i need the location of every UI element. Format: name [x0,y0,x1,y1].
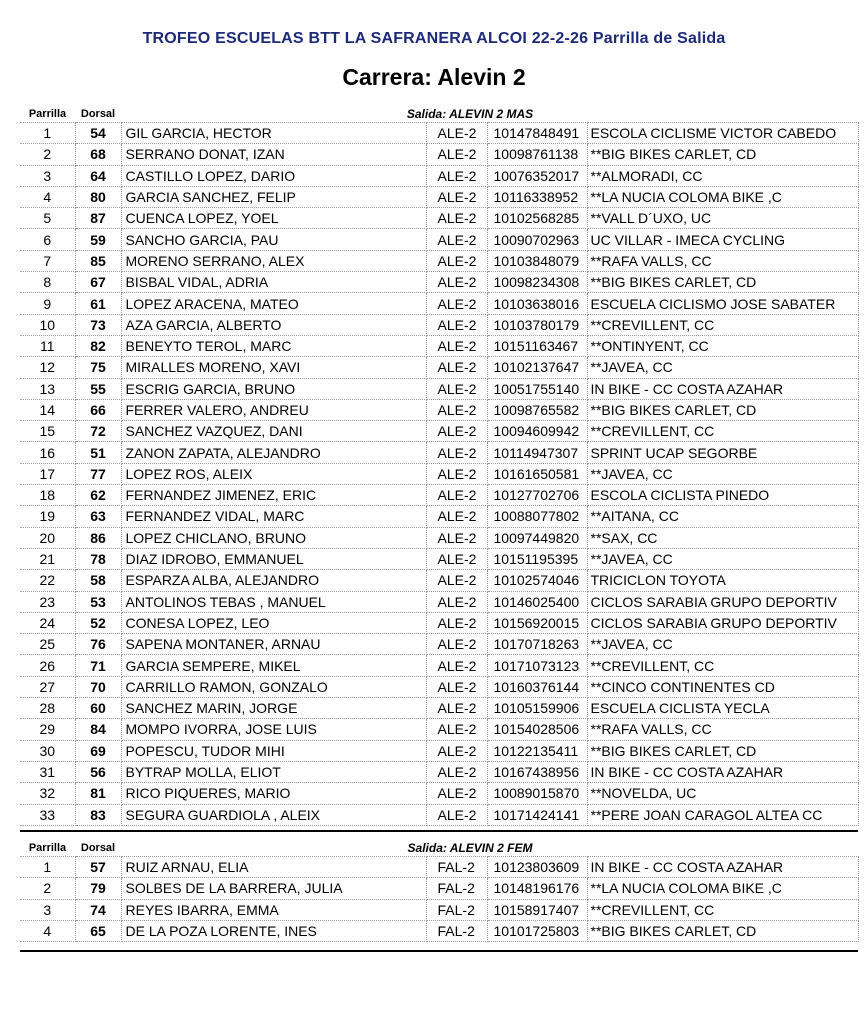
dorsal-cell: 58 [75,570,121,591]
parrilla-cell: 30 [20,740,75,761]
category-cell: ALE-2 [426,208,487,229]
table-row [20,591,858,612]
table-row [20,698,858,719]
salida-label: Salida: ALEVIN 2 MAS [406,107,534,121]
table-row [20,655,858,676]
table-row [20,676,858,697]
parrilla-cell: 27 [20,676,75,697]
category-cell: ALE-2 [426,421,487,442]
salida-label: Salida: ALEVIN 2 FEM [407,841,533,855]
dorsal-cell: 81 [75,783,121,804]
table-row [20,144,858,165]
rider-name-cell: FERNANDEZ JIMENEZ, ERIC [121,485,426,506]
club-cell: ESCUELA CICLISMO JOSE SABATER [587,293,858,314]
club-cell: ESCOLA CICLISTA PINEDO [587,485,858,506]
table-row [20,485,858,506]
club-cell: **ONTINYENT, CC [587,335,858,356]
dorsal-cell: 51 [75,442,121,463]
category-cell: FAL-2 [426,878,487,899]
license-cell: 10127702706 [487,485,587,506]
rider-name-cell: ZANON ZAPATA, ALEJANDRO [121,442,426,463]
dorsal-cell: 82 [75,335,121,356]
category-cell: ALE-2 [426,783,487,804]
rider-name-cell: SEGURA GUARDIOLA , ALEIX [121,804,426,825]
license-cell: 10098234308 [487,272,587,293]
parrilla-cell: 2 [20,878,75,899]
dorsal-cell: 55 [75,378,121,399]
parrilla-cell: 22 [20,570,75,591]
license-cell: 10148196176 [487,878,587,899]
category-cell: ALE-2 [426,442,487,463]
dorsal-cell: 60 [75,698,121,719]
rider-name-cell: GARCIA SANCHEZ, FELIP [121,186,426,207]
dorsal-cell: 84 [75,719,121,740]
rider-name-cell: BENEYTO TEROL, MARC [121,335,426,356]
dorsal-cell: 67 [75,272,121,293]
club-cell: **CREVILLENT, CC [587,655,858,676]
dorsal-cell: 75 [75,357,121,378]
section-alevin-2-mas [20,104,858,826]
dorsal-cell: 65 [75,920,121,941]
license-cell: 10098765582 [487,399,587,420]
category-cell: ALE-2 [426,698,487,719]
license-cell: 10171073123 [487,655,587,676]
club-cell: **BIG BIKES CARLET, CD [587,399,858,420]
license-cell: 10089015870 [487,783,587,804]
dorsal-cell: 57 [75,857,121,878]
dorsal-cell: 72 [75,421,121,442]
rider-name-cell: ESPARZA ALBA, ALEJANDRO [121,570,426,591]
club-cell: **RAFA VALLS, CC [587,250,858,271]
parrilla-cell: 31 [20,761,75,782]
table-row [20,899,858,920]
section-header [20,838,858,856]
table-row [20,463,858,484]
parrilla-cell: 10 [20,314,75,335]
category-cell: ALE-2 [426,570,487,591]
license-cell: 10103638016 [487,293,587,314]
start-grid-table [20,122,859,826]
club-cell: TRICICLON TOYOTA [587,570,858,591]
license-cell: 10102574046 [487,570,587,591]
category-cell: ALE-2 [426,527,487,548]
parrilla-cell: 4 [20,186,75,207]
table-row [20,314,858,335]
dorsal-cell: 86 [75,527,121,548]
table-row [20,740,858,761]
dorsal-cell: 87 [75,208,121,229]
category-cell: ALE-2 [426,591,487,612]
license-cell: 10151195395 [487,548,587,569]
parrilla-cell: 32 [20,783,75,804]
club-cell: UC VILLAR - IMECA CYCLING [587,229,858,250]
table-row [20,857,858,878]
license-cell: 10171424141 [487,804,587,825]
table-row [20,186,858,207]
dorsal-cell: 71 [75,655,121,676]
rider-name-cell: FERNANDEZ VIDAL, MARC [121,506,426,527]
table-row [20,548,858,569]
category-cell: ALE-2 [426,357,487,378]
rider-name-cell: BYTRAP MOLLA, ELIOT [121,761,426,782]
rider-name-cell: REYES IBARRA, EMMA [121,899,426,920]
parrilla-cell: 3 [20,165,75,186]
rider-name-cell: ESCRIG GARCIA, BRUNO [121,378,426,399]
club-cell: ESCOLA CICLISME VICTOR CABEDO [587,123,858,144]
license-cell: 10103780179 [487,314,587,335]
table-row [20,719,858,740]
dorsal-cell: 73 [75,314,121,335]
rider-name-cell: SOLBES DE LA BARRERA, JULIA [121,878,426,899]
category-cell: FAL-2 [426,899,487,920]
table-row [20,272,858,293]
parrilla-cell: 1 [20,857,75,878]
rider-name-cell: MOMPO IVORRA, JOSE LUIS [121,719,426,740]
dorsal-cell: 59 [75,229,121,250]
dorsal-cell: 53 [75,591,121,612]
parrilla-cell: 15 [20,421,75,442]
dorsal-cell: 74 [75,899,121,920]
category-cell: ALE-2 [426,506,487,527]
table-row [20,442,858,463]
dorsal-cell: 79 [75,878,121,899]
category-cell: ALE-2 [426,165,487,186]
category-cell: ALE-2 [426,804,487,825]
start-grid-table [20,856,859,942]
license-cell: 10123803609 [487,857,587,878]
club-cell: CICLOS SARABIA GRUPO DEPORTIV [587,591,858,612]
license-cell: 10154028506 [487,719,587,740]
club-cell: **JAVEA, CC [587,463,858,484]
category-cell: ALE-2 [426,229,487,250]
license-cell: 10156920015 [487,612,587,633]
category-cell: ALE-2 [426,548,487,569]
club-cell: **BIG BIKES CARLET, CD [587,144,858,165]
club-cell: **NOVELDA, UC [587,783,858,804]
rider-name-cell: CASTILLO LOPEZ, DARIO [121,165,426,186]
rider-name-cell: CUENCA LOPEZ, YOEL [121,208,426,229]
table-row [20,920,858,941]
dorsal-cell: 64 [75,165,121,186]
category-cell: FAL-2 [426,857,487,878]
rider-name-cell: MIRALLES MORENO, XAVI [121,357,426,378]
dorsal-cell: 80 [75,186,121,207]
parrilla-cell: 14 [20,399,75,420]
license-cell: 10098761138 [487,144,587,165]
club-cell: IN BIKE - CC COSTA AZAHAR [587,857,858,878]
dorsal-cell: 77 [75,463,121,484]
license-cell: 10102568285 [487,208,587,229]
rider-name-cell: DE LA POZA LORENTE, INES [121,920,426,941]
category-cell: ALE-2 [426,463,487,484]
rider-name-cell: SANCHEZ VAZQUEZ, DANI [121,421,426,442]
category-cell: ALE-2 [426,485,487,506]
table-row [20,123,858,144]
dorsal-cell: 63 [75,506,121,527]
parrilla-cell: 16 [20,442,75,463]
license-cell: 10167438956 [487,761,587,782]
parrilla-cell: 9 [20,293,75,314]
category-cell: ALE-2 [426,250,487,271]
table-row [20,570,858,591]
rider-name-cell: SANCHEZ MARIN, JORGE [121,698,426,719]
category-cell: ALE-2 [426,634,487,655]
rider-name-cell: BISBAL VIDAL, ADRIA [121,272,426,293]
parrilla-cell: 29 [20,719,75,740]
parrilla-cell: 13 [20,378,75,399]
parrilla-cell: 7 [20,250,75,271]
category-cell: ALE-2 [426,655,487,676]
license-cell: 10105159906 [487,698,587,719]
table-row [20,335,858,356]
race-title: Carrera: Alevin 2 [342,64,526,90]
parrilla-cell: 19 [20,506,75,527]
dorsal-cell: 69 [75,740,121,761]
license-cell: 10147848491 [487,123,587,144]
club-cell: **PERE JOAN CARAGOL ALTEA CC [587,804,858,825]
table-row [20,208,858,229]
dorsal-cell: 62 [75,485,121,506]
dorsal-cell: 70 [75,676,121,697]
rider-name-cell: RICO PIQUERES, MARIO [121,783,426,804]
table-row [20,634,858,655]
club-cell: **CREVILLENT, CC [587,899,858,920]
license-cell: 10161650581 [487,463,587,484]
dorsal-cell: 54 [75,123,121,144]
license-cell: 10102137647 [487,357,587,378]
table-row [20,357,858,378]
rider-name-cell: SANCHO GARCIA, PAU [121,229,426,250]
category-cell: ALE-2 [426,378,487,399]
club-cell: **AITANA, CC [587,506,858,527]
license-cell: 10116338952 [487,186,587,207]
dorsal-cell: 83 [75,804,121,825]
parrilla-cell: 21 [20,548,75,569]
parrilla-cell: 17 [20,463,75,484]
club-cell: **VALL D´UXO, UC [587,208,858,229]
club-cell: **BIG BIKES CARLET, CD [587,920,858,941]
dorsal-cell: 61 [75,293,121,314]
category-cell: ALE-2 [426,186,487,207]
table-row [20,761,858,782]
table-row [20,527,858,548]
category-cell: ALE-2 [426,612,487,633]
parrilla-cell: 23 [20,591,75,612]
table-row [20,378,858,399]
parrilla-cell: 11 [20,335,75,356]
license-cell: 10151163467 [487,335,587,356]
category-cell: ALE-2 [426,676,487,697]
rider-name-cell: DIAZ IDROBO, EMMANUEL [121,548,426,569]
parrilla-cell: 18 [20,485,75,506]
parrilla-cell: 1 [20,123,75,144]
column-header-parrilla: Parrilla [28,108,67,120]
club-cell: SPRINT UCAP SEGORBE [587,442,858,463]
license-cell: 10076352017 [487,165,587,186]
license-cell: 10097449820 [487,527,587,548]
parrilla-cell: 20 [20,527,75,548]
category-cell: ALE-2 [426,293,487,314]
rider-name-cell: LOPEZ ARACENA, MATEO [121,293,426,314]
license-cell: 10090702963 [487,229,587,250]
rider-name-cell: FERRER VALERO, ANDREU [121,399,426,420]
rider-name-cell: SERRANO DONAT, IZAN [121,144,426,165]
club-cell: **BIG BIKES CARLET, CD [587,740,858,761]
category-cell: ALE-2 [426,761,487,782]
license-cell: 10114947307 [487,442,587,463]
category-cell: FAL-2 [426,920,487,941]
table-row [20,506,858,527]
license-cell: 10088077802 [487,506,587,527]
club-cell: **BIG BIKES CARLET, CD [587,272,858,293]
parrilla-cell: 28 [20,698,75,719]
rider-name-cell: LOPEZ CHICLANO, BRUNO [121,527,426,548]
club-cell: CICLOS SARABIA GRUPO DEPORTIV [587,612,858,633]
club-cell: ESCUELA CICLISTA YECLA [587,698,858,719]
dorsal-cell: 56 [75,761,121,782]
rider-name-cell: LOPEZ ROS, ALEIX [121,463,426,484]
club-cell: **JAVEA, CC [587,357,858,378]
club-cell: **ALMORADI, CC [587,165,858,186]
rider-name-cell: MORENO SERRANO, ALEX [121,250,426,271]
club-cell: **JAVEA, CC [587,634,858,655]
club-cell: IN BIKE - CC COSTA AZAHAR [587,378,858,399]
parrilla-cell: 33 [20,804,75,825]
rider-name-cell: RUIZ ARNAU, ELIA [121,857,426,878]
table-row [20,293,858,314]
parrilla-cell: 5 [20,208,75,229]
category-cell: ALE-2 [426,335,487,356]
club-cell: **CREVILLENT, CC [587,421,858,442]
document-header-title: TROFEO ESCUELAS BTT LA SAFRANERA ALCOI 22-2-26 Parrilla de Salida [142,30,726,47]
column-header-parrilla: Parrilla [28,842,67,854]
rider-name-cell: CARRILLO RAMON, GONZALO [121,676,426,697]
license-cell: 10051755140 [487,378,587,399]
parrilla-cell: 24 [20,612,75,633]
end-divider [20,950,858,952]
column-header-dorsal: Dorsal [80,108,116,120]
rider-name-cell: AZA GARCIA, ALBERTO [121,314,426,335]
parrilla-cell: 26 [20,655,75,676]
club-cell: IN BIKE - CC COSTA AZAHAR [587,761,858,782]
club-cell: **LA NUCIA COLOMA BIKE ,C [587,878,858,899]
table-row [20,804,858,825]
license-cell: 10170718263 [487,634,587,655]
license-cell: 10103848079 [487,250,587,271]
table-row [20,783,858,804]
rider-name-cell: POPESCU, TUDOR MIHI [121,740,426,761]
table-row [20,612,858,633]
license-cell: 10146025400 [487,591,587,612]
license-cell: 10158917407 [487,899,587,920]
dorsal-cell: 85 [75,250,121,271]
club-cell: **CINCO CONTINENTES CD [587,676,858,697]
license-cell: 10160376144 [487,676,587,697]
table-row [20,250,858,271]
parrilla-cell: 6 [20,229,75,250]
category-cell: ALE-2 [426,740,487,761]
dorsal-cell: 76 [75,634,121,655]
license-cell: 10122135411 [487,740,587,761]
rider-name-cell: CONESA LOPEZ, LEO [121,612,426,633]
table-row [20,421,858,442]
license-cell: 10094609942 [487,421,587,442]
column-header-dorsal: Dorsal [80,842,116,854]
dorsal-cell: 66 [75,399,121,420]
category-cell: ALE-2 [426,272,487,293]
club-cell: **CREVILLENT, CC [587,314,858,335]
club-cell: **JAVEA, CC [587,548,858,569]
club-cell: **RAFA VALLS, CC [587,719,858,740]
parrilla-cell: 12 [20,357,75,378]
table-row [20,878,858,899]
category-cell: ALE-2 [426,314,487,335]
rider-name-cell: ANTOLINOS TEBAS , MANUEL [121,591,426,612]
section-alevin-2-fem [20,838,858,942]
table-row [20,229,858,250]
parrilla-cell: 8 [20,272,75,293]
parrilla-cell: 25 [20,634,75,655]
rider-name-cell: SAPENA MONTANER, ARNAU [121,634,426,655]
dorsal-cell: 52 [75,612,121,633]
parrilla-cell: 2 [20,144,75,165]
category-cell: ALE-2 [426,144,487,165]
dorsal-cell: 78 [75,548,121,569]
club-cell: **LA NUCIA COLOMA BIKE ,C [587,186,858,207]
table-row [20,165,858,186]
rider-name-cell: GIL GARCIA, HECTOR [121,123,426,144]
rider-name-cell: GARCIA SEMPERE, MIKEL [121,655,426,676]
dorsal-cell: 68 [75,144,121,165]
parrilla-cell: 3 [20,899,75,920]
section-header [20,104,858,122]
club-cell: **SAX, CC [587,527,858,548]
category-cell: ALE-2 [426,123,487,144]
table-row [20,399,858,420]
category-cell: ALE-2 [426,719,487,740]
category-cell: ALE-2 [426,399,487,420]
parrilla-cell: 4 [20,920,75,941]
section-divider [20,830,858,832]
license-cell: 10101725803 [487,920,587,941]
